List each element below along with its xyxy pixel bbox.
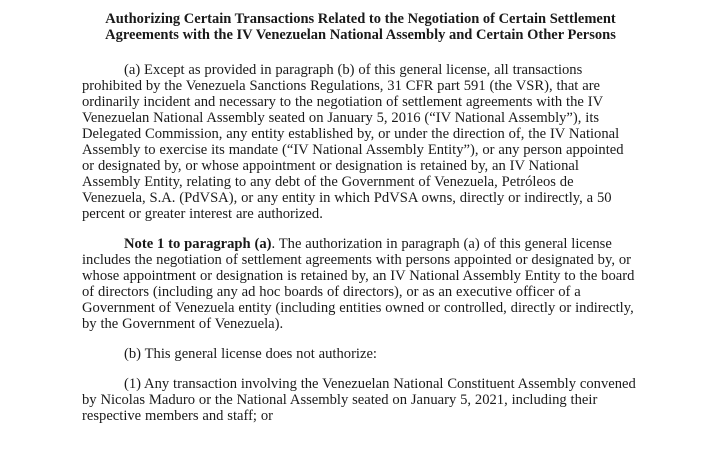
title-line-2: Agreements with the IV Venezuelan National Assembly and Certain Other Persons — [105, 27, 616, 43]
document-title — [82, 11, 639, 43]
note-1-body: . The authorization in paragraph (a) of this general license includes the negotiation of settlement agreements with persons appointed or designated by, or whose appointment or designation is retained by, an IV National Assembly Entity to the board of directors (including any ad hoc boards of directors), or as an executive officer of a Government of Venezuela entity (including entities owned or controlled, directly or indirectly, by the Government of Venezuela). — [82, 236, 635, 332]
note-1-lead: Note 1 to paragraph (a) — [124, 236, 272, 252]
paragraph-b: (b) This general license does not authorize: — [124, 346, 377, 362]
note-1-paragraph — [82, 236, 639, 332]
paragraph-a: (a) Except as provided in paragraph (b) of this general license, all transactions prohibited by the Venezuela Sanctions Regulations, 31 CFR part 591 (the VSR), that are ordinarily incident and necessary to the negotiation of settlement agreements with the IV Venezuelan National Assembly seated on January 5, 2016 (“IV National Assembly”), its Delegated Commission, any entity established by, or under the direction of, the IV National Assembly to exercise its mandate (“IV National Assembly Entity”), or any person appointed or designated by, or whose appointment or designation is retained by, an IV National Assembly Entity, relating to any debt of the Government of Venezuela, Petróleos de Venezuela, S.A. (PdVSA), or any entity in which PdVSA owns, directly or indirectly, a 50 percent or greater interest are authorized. — [82, 62, 624, 222]
title-line-1: Authorizing Certain Transactions Related to the Negotiation of Certain Settlement — [105, 11, 616, 27]
paragraph-b-1: (1) Any transaction involving the Venezuelan National Constituent Assembly convened by Nicolas Maduro or the National Assembly seated on January 5, 2021, including their respective members and staff; or — [82, 376, 636, 424]
